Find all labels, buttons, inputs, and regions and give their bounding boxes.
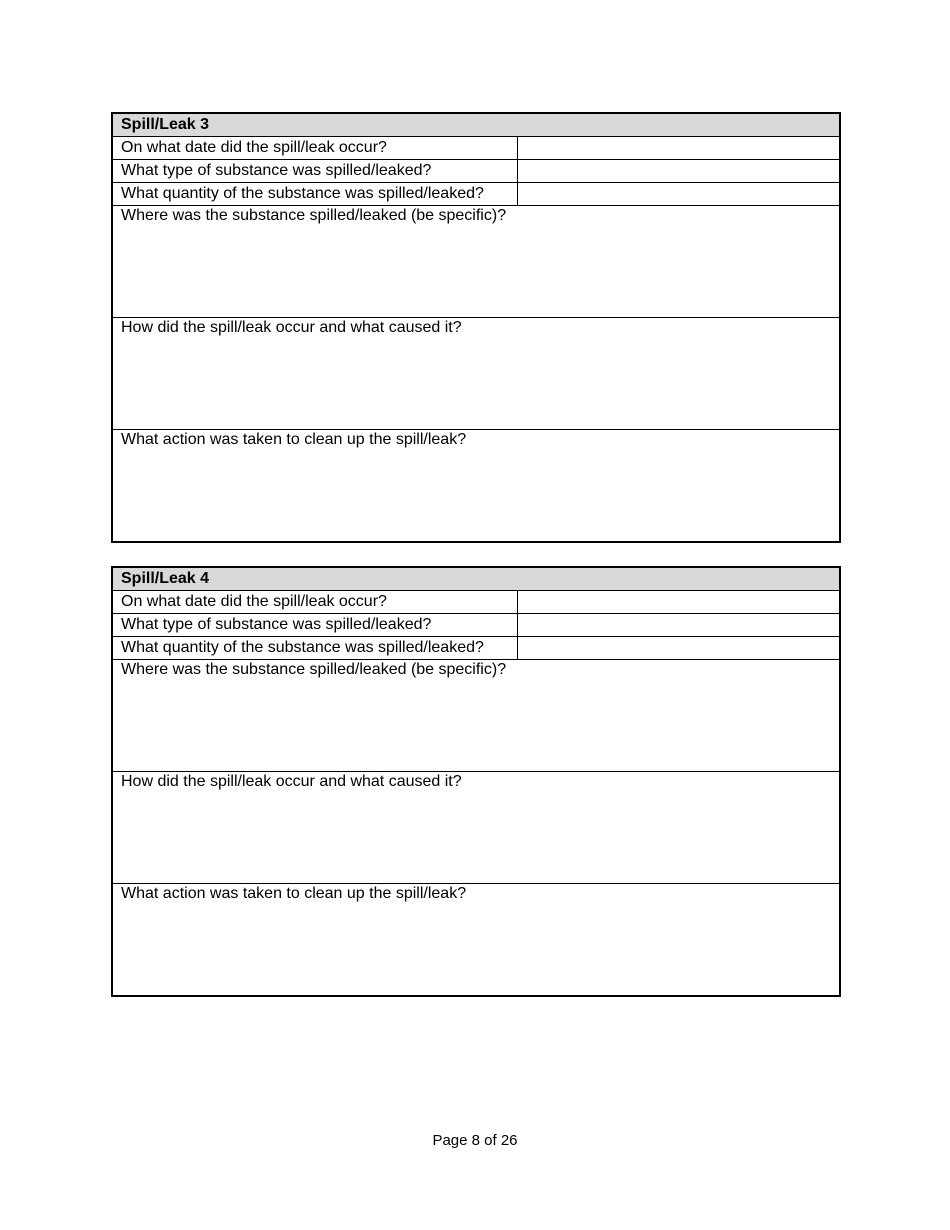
- quantity-question-label: What quantity of the substance was spilled/leaked?: [112, 637, 517, 660]
- location-field[interactable]: [121, 680, 839, 768]
- cause-field[interactable]: [121, 338, 839, 426]
- location-field[interactable]: [121, 226, 839, 314]
- quantity-field[interactable]: [518, 183, 840, 205]
- cause-question-label: How did the spill/leak occur and what caused it?: [121, 773, 462, 790]
- date-field[interactable]: [518, 137, 840, 159]
- cleanup-cell: [112, 884, 840, 997]
- date-question-label: On what date did the spill/leak occur?: [112, 137, 517, 160]
- cause-cell: [112, 772, 840, 884]
- substance-type-field[interactable]: [518, 614, 840, 636]
- substance-type-field[interactable]: [518, 160, 840, 182]
- location-question-label: Where was the substance spilled/leaked (be specific)?: [121, 207, 507, 224]
- section-title: Spill/Leak 3: [112, 113, 840, 137]
- cleanup-cell: [112, 430, 840, 543]
- quantity-field[interactable]: [518, 637, 840, 659]
- cleanup-field[interactable]: [121, 450, 839, 538]
- spill-leak-3-form: [111, 112, 841, 543]
- cause-question-label: How did the spill/leak occur and what caused it?: [121, 319, 462, 336]
- date-answer-cell: [517, 137, 840, 160]
- quantity-question-label: What quantity of the substance was spilled/leaked?: [112, 183, 517, 206]
- quantity-answer-cell: [517, 183, 840, 206]
- location-cell: [112, 660, 840, 772]
- date-answer-cell: [517, 591, 840, 614]
- spill-leak-4-form: [111, 566, 841, 997]
- cleanup-question-label: What action was taken to clean up the spill/leak?: [121, 431, 467, 448]
- cause-field[interactable]: [121, 792, 839, 880]
- page-number: Page 8 of 26: [432, 1132, 518, 1149]
- substance-type-question-label: What type of substance was spilled/leaked?: [112, 160, 517, 183]
- location-question-label: Where was the substance spilled/leaked (be specific)?: [121, 661, 507, 678]
- quantity-answer-cell: [517, 637, 840, 660]
- substance-type-answer-cell: [517, 614, 840, 637]
- cleanup-question-label: What action was taken to clean up the spill/leak?: [121, 885, 467, 902]
- substance-type-question-label: What type of substance was spilled/leaked?: [112, 614, 517, 637]
- substance-type-answer-cell: [517, 160, 840, 183]
- location-cell: [112, 206, 840, 318]
- cleanup-field[interactable]: [121, 904, 839, 992]
- section-title: Spill/Leak 4: [112, 567, 840, 591]
- cause-cell: [112, 318, 840, 430]
- date-field[interactable]: [518, 591, 840, 613]
- date-question-label: On what date did the spill/leak occur?: [112, 591, 517, 614]
